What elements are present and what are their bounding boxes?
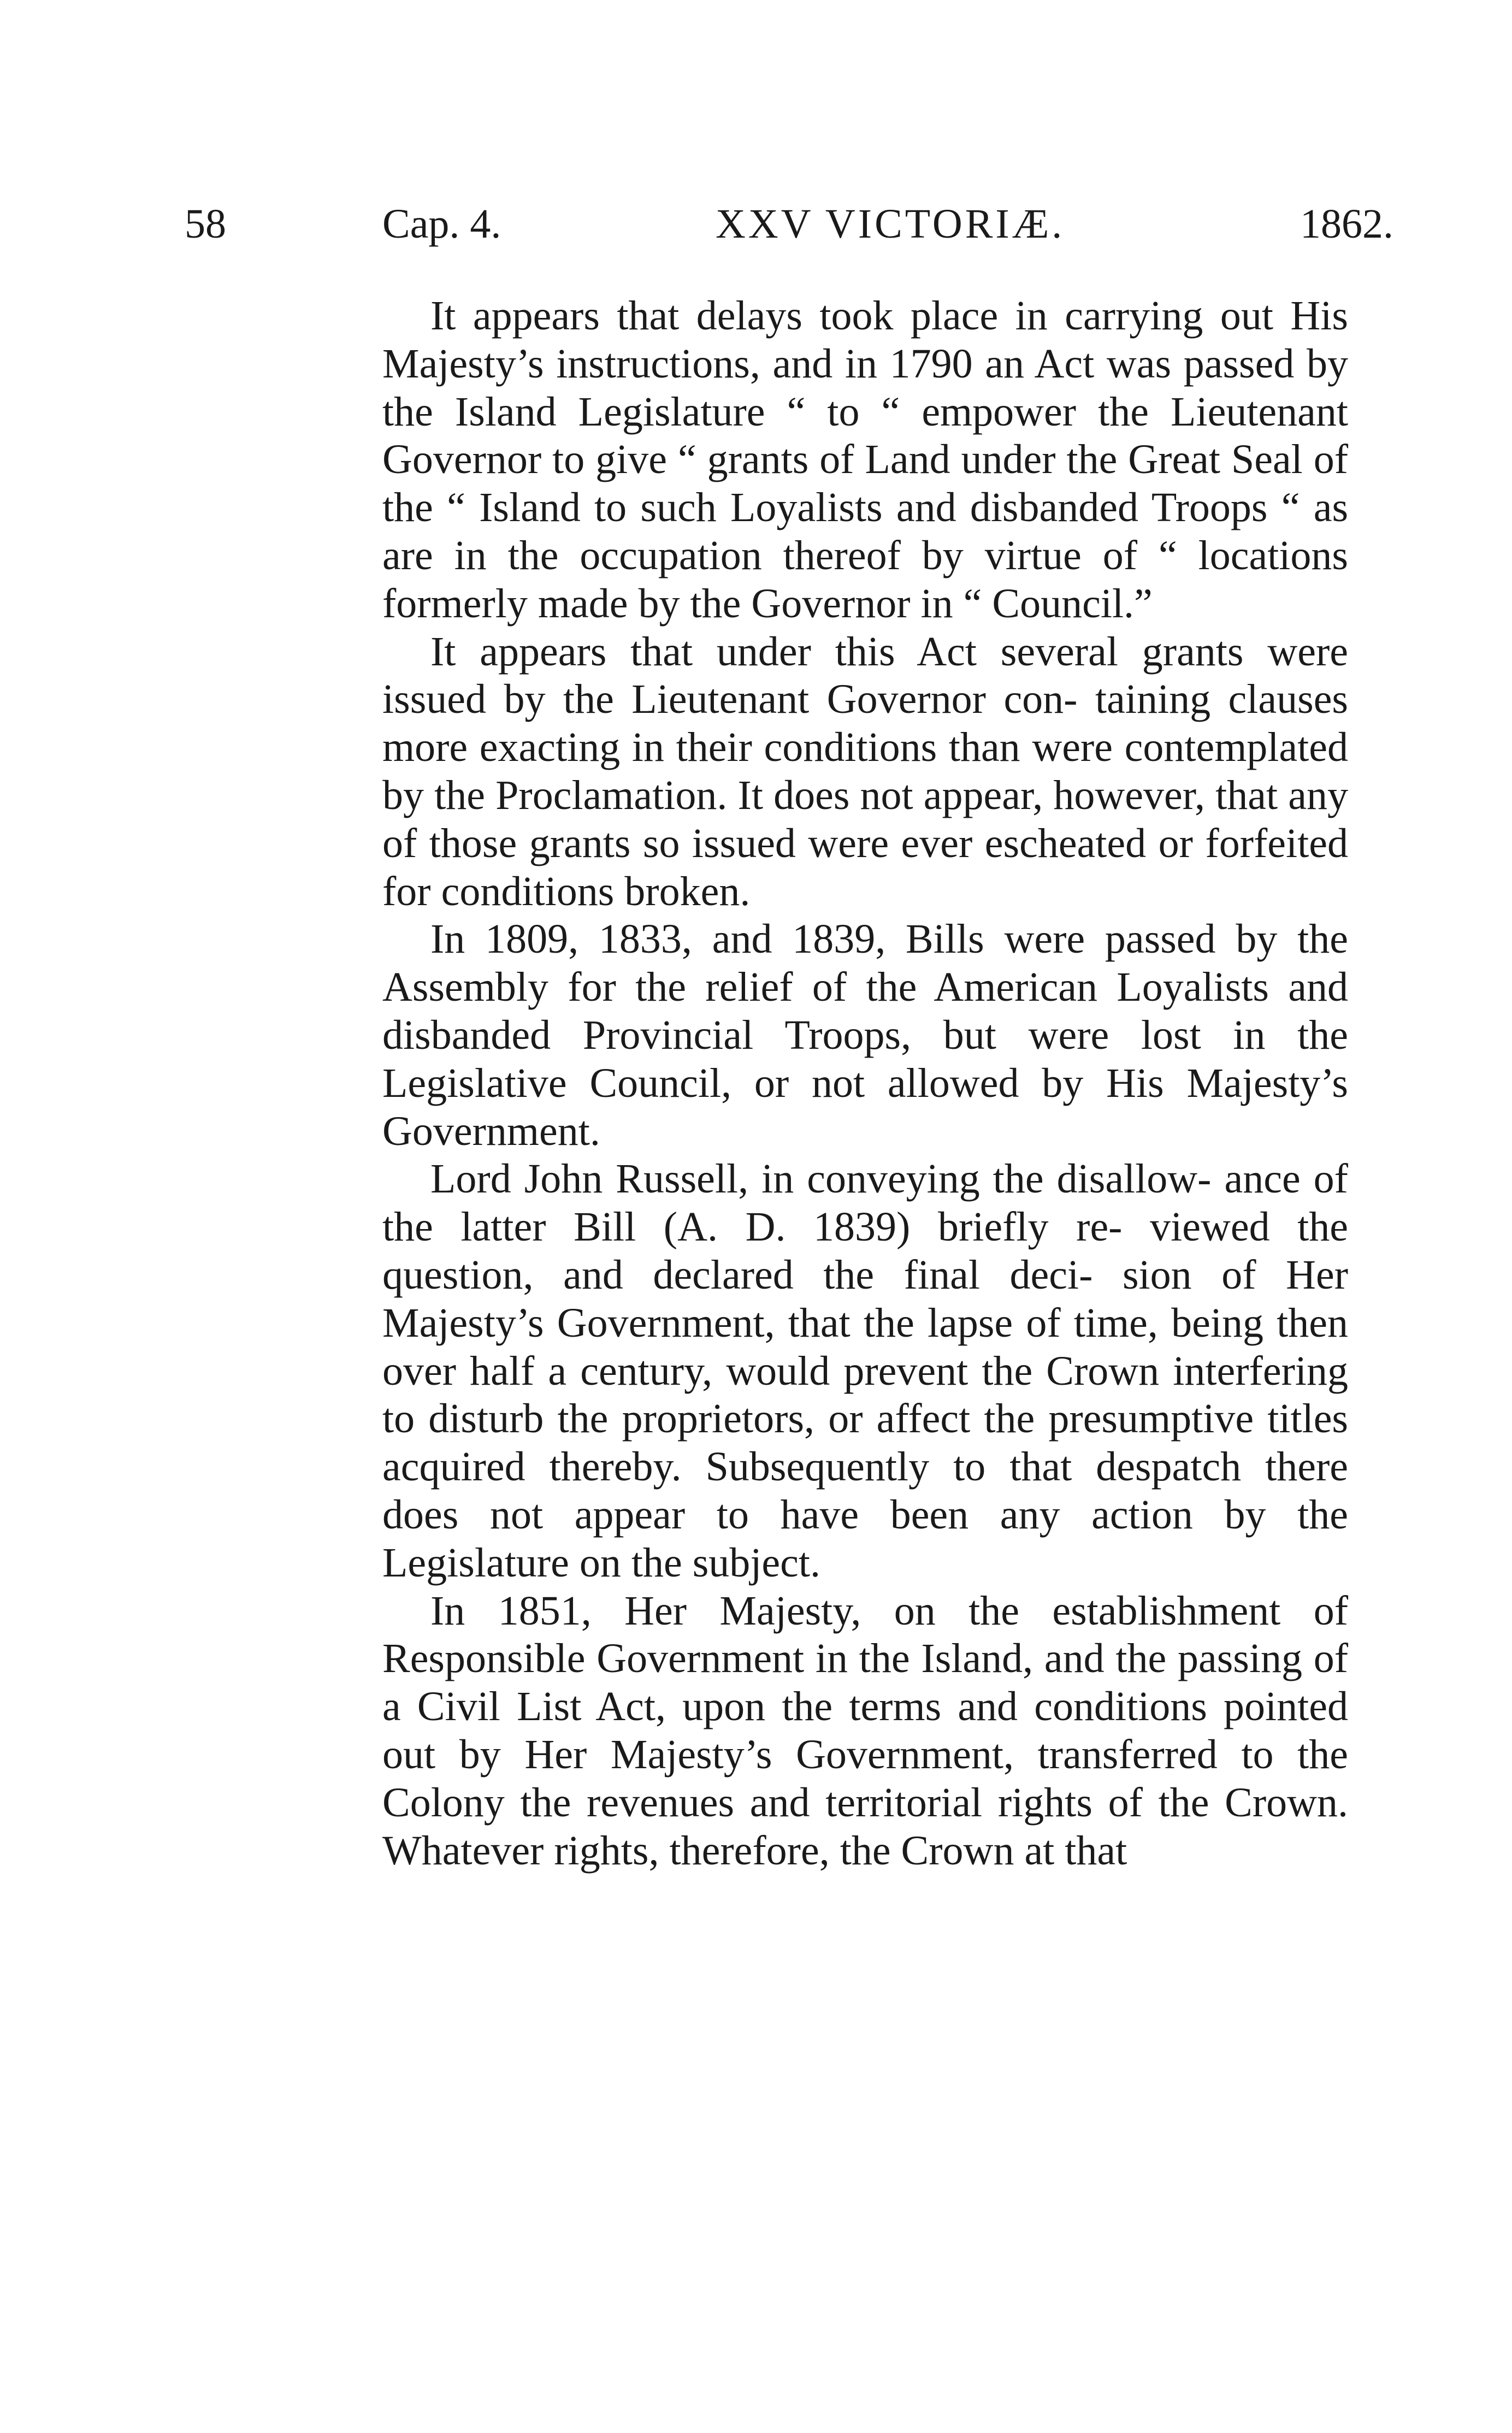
text-line: for conditions broken. — [382, 868, 751, 914]
paragraph — [382, 292, 1348, 628]
page-number: 58 — [185, 201, 226, 247]
text-line: of Responsible Government in the Island, and — [382, 1587, 1349, 1682]
text-line: Lord John Russell, in conveying the disallow- — [430, 1156, 1212, 1202]
paragraph — [382, 1155, 1348, 1587]
text-line: “ Island to such Loyalists and disbanded Troops — [447, 485, 1268, 531]
text-line: “ locations formerly made by the Governor in — [382, 532, 1348, 627]
running-title: XXV VICTORIÆ. — [716, 201, 1065, 247]
text-line: and conditions pointed out by Her Majesty’s — [382, 1684, 1348, 1777]
text-line: viewed the question, and declared the final deci- — [382, 1204, 1349, 1298]
text-line: ance of the latter Bill (A. D. 1839) briefly re- — [382, 1156, 1348, 1250]
page-header — [0, 194, 1512, 254]
text-line: It appears that delays took place in carrying — [430, 293, 1203, 339]
text-line: acquired thereby. Subsequently to that despatch — [382, 1444, 1242, 1490]
text-line: In 1809, 1833, and 1839, Bills were passed — [430, 916, 1216, 962]
text-line: by the Assembly for the relief of the American — [382, 916, 1349, 1011]
text-line: the proprietors, or affect the presumptive titles — [557, 1396, 1349, 1442]
text-line: allowed by His Majesty’s Government. — [382, 1060, 1348, 1154]
text-line: “ as are in the occupation thereof by virtue of — [382, 485, 1349, 578]
chapter-label: Cap. 4. — [382, 201, 501, 247]
text-line: Act was passed by the Island Legislature “ to — [382, 340, 1348, 435]
text-line: were issued by the Lieutenant Governor con- — [382, 628, 1348, 723]
text-line: would prevent the Crown interfering to disturb — [382, 1348, 1348, 1442]
text-line: taining clauses more exacting in their conditions — [382, 676, 1349, 771]
text-line: “ Council.” — [963, 580, 1153, 627]
text-line: grants so issued were ever escheated or forfeited — [529, 820, 1349, 866]
year-label: 1862. — [1300, 201, 1393, 247]
text-line: Government, transferred to the Colony the — [382, 1731, 1348, 1826]
text-line: revenues and territorial rights of the Crown. — [587, 1779, 1349, 1826]
text-line: Loyalists and disbanded Provincial Troops, but — [382, 964, 1348, 1058]
paragraph — [382, 628, 1348, 916]
text-line: than were contemplated by the Proclamation. — [382, 724, 1349, 818]
paragraph — [382, 1587, 1348, 1875]
text-line: lapse of time, being then over half a century, — [382, 1300, 1348, 1394]
text-line: “ empower the Lieutenant Governor to give — [382, 388, 1349, 483]
text-line: the passing of a Civil List Act, upon the terms — [382, 1635, 1349, 1730]
text-line: sion of Her Majesty’s Government, that the — [382, 1251, 1348, 1346]
text-line: It appears that under this Act several grants — [430, 628, 1244, 675]
paragraph — [382, 916, 1348, 1155]
text-line: Whatever rights, therefore, the Crown at that — [382, 1827, 1127, 1874]
text-line: out His Majesty’s instructions, and in 1790 an — [382, 293, 1348, 387]
text-line: In 1851, Her Majesty, on the establishment — [430, 1587, 1281, 1634]
text-line: “ grants of Land under the Great Seal of the — [382, 436, 1349, 531]
text-line: were lost in the Legislative Council, or not — [382, 1012, 1349, 1106]
text-line: by the Legislature on the subject. — [382, 1491, 1349, 1586]
text-line: there does not appear to have been any action — [382, 1444, 1348, 1538]
text-body — [382, 292, 1348, 1875]
text-line: It does not appear, however, that any of those — [382, 772, 1349, 866]
